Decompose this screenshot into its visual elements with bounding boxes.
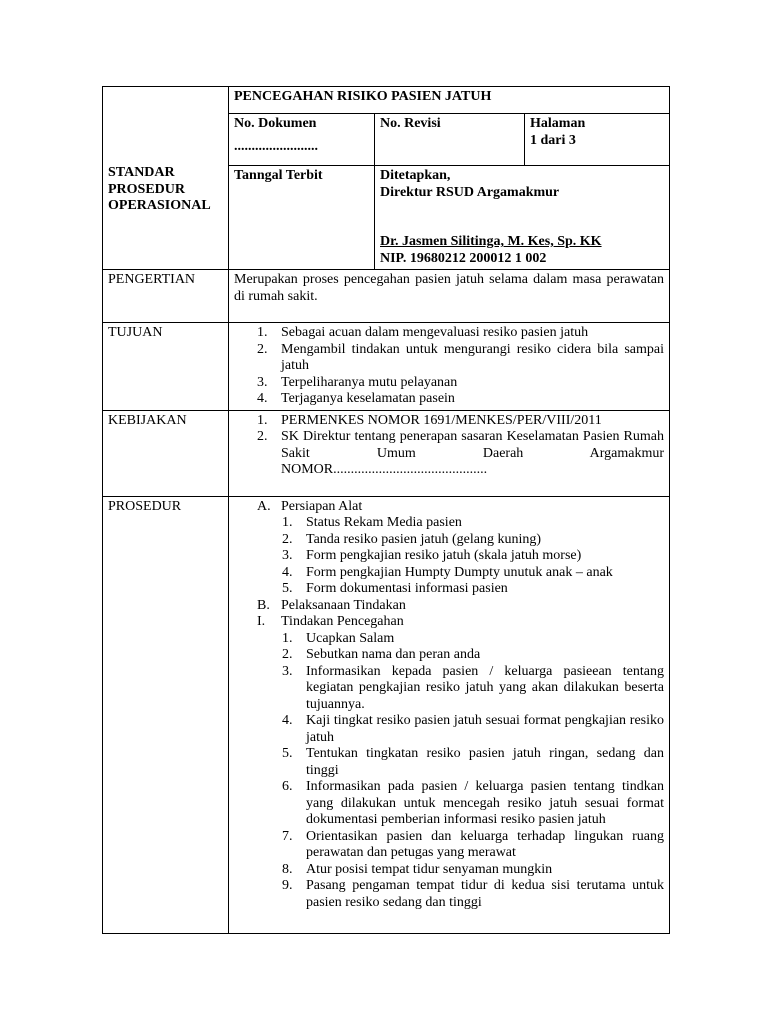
item-text: SK Direktur tentang penerapan sasaran Keselamatan Pasien Rumah Sakit Umum Daerah Argamakmur NOMOR............................................ xyxy=(281,429,664,477)
item-number: 3. xyxy=(282,548,293,563)
list-item xyxy=(234,413,664,430)
kebijakan-label: KEBIJAKAN xyxy=(108,412,187,428)
list-item xyxy=(234,375,664,392)
item-text: Form pengkajian Humpty Dumpty unutuk anak – anak xyxy=(306,564,613,580)
item-number: 6. xyxy=(282,779,293,794)
item-number: 8. xyxy=(282,861,293,877)
item-text: Atur posisi tempat tidur senyaman mungkin xyxy=(306,861,553,877)
sop-label-line: OPERASIONAL xyxy=(108,198,211,213)
section-title: Persiapan Alat xyxy=(281,498,363,514)
item-number: 2. xyxy=(282,647,293,662)
item-number: 1. xyxy=(282,630,293,646)
item-number: 7. xyxy=(282,828,293,844)
kebijakan-label-cell xyxy=(103,410,229,496)
item-text: Form dokumentasi informasi pasien xyxy=(306,581,508,596)
tanggal-terbit-cell xyxy=(229,166,375,270)
halaman-cell xyxy=(525,114,670,166)
sop-table xyxy=(102,86,670,934)
item-text: Ucapkan Salam xyxy=(306,630,395,646)
tujuan-label-cell xyxy=(103,323,229,411)
list-item xyxy=(234,581,664,598)
item-text: Mengambil tindakan untuk mengurangi resiko cidera bila sampai jatuh xyxy=(281,341,664,373)
no-dokumen-value: ........................ xyxy=(234,138,318,154)
list-item xyxy=(234,342,664,375)
sop-label-cell xyxy=(103,87,229,270)
ditetapkan-text: Ditetapkan, xyxy=(380,168,451,183)
item-text: Kaji tingkat resiko pasien jatuh sesuai format pengkajian resiko jatuh xyxy=(306,713,664,745)
list-item xyxy=(234,829,664,862)
tanggal-terbit-label: Tanngal Terbit xyxy=(234,168,323,183)
list-item xyxy=(234,429,664,479)
sop-label-line: PROSEDUR xyxy=(108,181,186,197)
no-dokumen-cell xyxy=(229,114,375,166)
tujuan-label: TUJUAN xyxy=(108,325,163,340)
pengertian-text-cell xyxy=(229,270,670,323)
item-text: Informasikan pada pasien / keluarga pasien tentang tindkan yang dilakukan untuk mencegah resiko jatuh sesuai format dokumentasi pemberian informasi resiko pasien jatuh xyxy=(306,779,664,827)
tujuan-list xyxy=(234,325,664,408)
section-number: A. xyxy=(257,498,271,514)
list-item xyxy=(234,532,664,549)
section-title: Pelaksanaan Tindakan xyxy=(281,597,406,613)
list-item xyxy=(234,565,664,582)
item-number: 2. xyxy=(257,429,268,444)
item-number: 1. xyxy=(257,412,268,428)
item-text: Orientasikan pasien dan keluarga terhadap lingukan ruang perawatan dan petugas yang merawat xyxy=(306,828,664,860)
item-text: Terjaganya keselamatan pasein xyxy=(281,391,455,406)
prosedur-label: PROSEDUR xyxy=(108,498,182,514)
list-item xyxy=(234,647,664,664)
sop-label-line: STANDAR xyxy=(108,165,175,180)
halaman-value: 1 dari 3 xyxy=(530,132,576,148)
item-number: 3. xyxy=(282,663,293,679)
signer-nip: NIP. 19680212 200012 1 002 xyxy=(380,250,547,266)
signer-name: Dr. Jasmen Silitinga, M. Kes, Sp. KK xyxy=(380,234,602,249)
item-text: Tentukan tingkatan resiko pasien jatuh ringan, sedang dan tinggi xyxy=(306,746,664,778)
list-item xyxy=(234,862,664,879)
halaman-label: Halaman xyxy=(530,116,586,131)
item-number: 1. xyxy=(282,515,293,530)
no-revisi-cell xyxy=(375,114,525,166)
list-item xyxy=(234,878,664,911)
no-revisi-label: No. Revisi xyxy=(380,116,441,131)
item-number: 4. xyxy=(282,713,293,728)
item-text: Status Rekam Media pasien xyxy=(306,515,462,530)
pengertian-label: PENGERTIAN xyxy=(108,272,196,287)
item-number: 4. xyxy=(257,391,268,406)
item-number: 5. xyxy=(282,581,293,596)
item-number: 3. xyxy=(257,374,268,390)
pengertian-text: Merupakan proses pencegahan pasien jatuh selama dalam masa perawatan di rumah sakit. xyxy=(234,272,664,304)
kebijakan-content xyxy=(229,410,670,496)
section-i-heading xyxy=(234,614,664,631)
list-item xyxy=(234,713,664,746)
item-text: Tanda resiko pasien jatuh (gelang kuning) xyxy=(306,531,542,547)
list-item xyxy=(234,631,664,648)
section-number: B. xyxy=(257,597,270,613)
item-number: 2. xyxy=(257,341,268,357)
item-number: 1. xyxy=(257,325,268,340)
tujuan-content xyxy=(229,323,670,411)
list-item xyxy=(234,779,664,829)
section-a-heading xyxy=(234,499,664,516)
item-text: Pasang pengaman tempat tidur di kedua sisi terutama untuk pasien resiko sedang dan tinggi xyxy=(306,878,664,910)
list-item xyxy=(234,325,664,342)
title-text: PENCEGAHAN RISIKO PASIEN JATUH xyxy=(234,89,492,104)
kebijakan-list xyxy=(234,413,664,479)
item-number: 4. xyxy=(282,564,293,580)
section-number: I. xyxy=(257,614,266,629)
no-dokumen-label: No. Dokumen xyxy=(234,116,317,131)
item-text: Sebutkan nama dan peran anda xyxy=(306,647,481,662)
list-item xyxy=(234,391,664,408)
document-title xyxy=(229,87,670,114)
item-text: Form pengkajian resiko jatuh (skala jatuh morse) xyxy=(306,548,582,563)
pengertian-label-cell xyxy=(103,270,229,323)
item-number: 5. xyxy=(282,746,293,761)
section-title: Tindakan Pencegahan xyxy=(281,614,404,629)
list-item xyxy=(234,746,664,779)
tindakan-list xyxy=(234,631,664,912)
ditetapkan-cell xyxy=(375,166,670,270)
item-text: PERMENKES NOMOR 1691/MENKES/PER/VIII/2011 xyxy=(281,412,602,428)
prosedur-content xyxy=(229,496,670,933)
item-number: 9. xyxy=(282,878,293,893)
list-item xyxy=(234,664,664,714)
item-text: Sebagai acuan dalam mengevaluasi resiko pasien jatuh xyxy=(281,325,589,340)
alat-list xyxy=(234,515,664,598)
list-item xyxy=(234,548,664,565)
list-item xyxy=(234,515,664,532)
section-b-heading xyxy=(234,598,664,615)
item-number: 2. xyxy=(282,531,293,547)
direktur-text: Direktur RSUD Argamakmur xyxy=(380,184,560,200)
item-text: Informasikan kepada pasien / keluarga pasieean tentang kegiatan pengkajian resiko jatuh yang akan dilakukan beserta tujuannya. xyxy=(306,663,664,712)
item-text: Terpeliharanya mutu pelayanan xyxy=(281,374,458,390)
prosedur-label-cell xyxy=(103,496,229,933)
